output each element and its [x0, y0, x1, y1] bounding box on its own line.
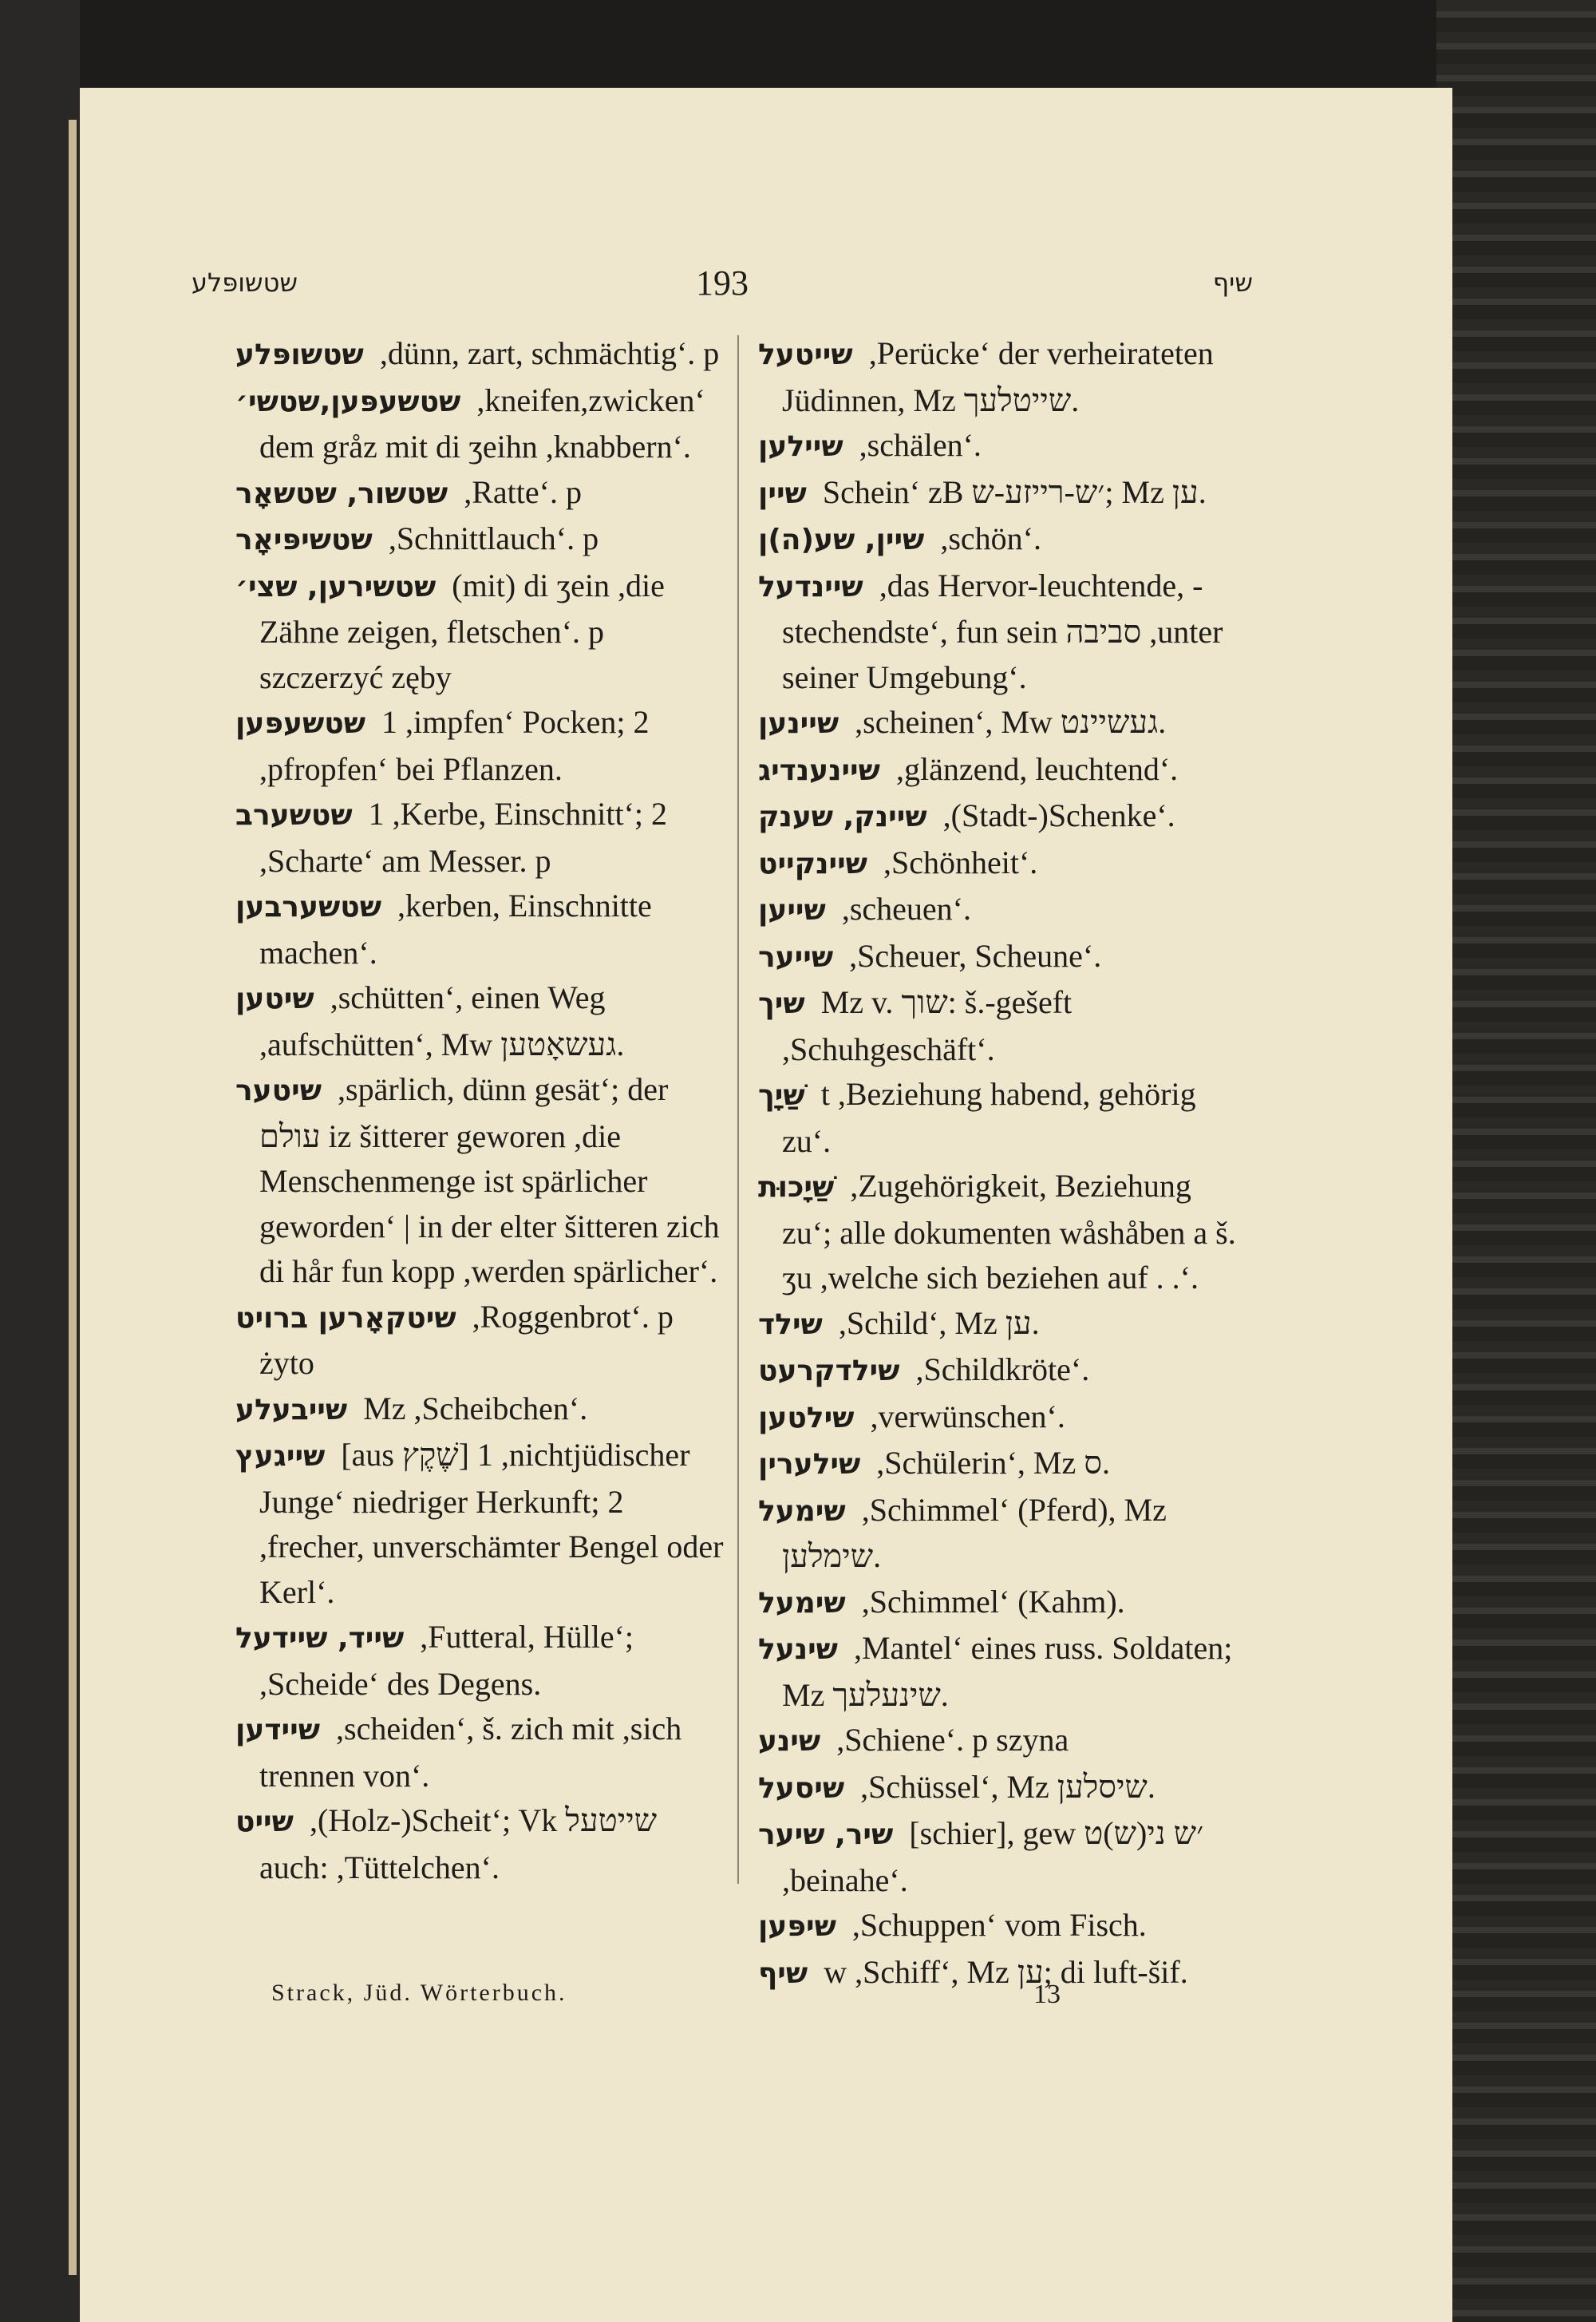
definition: ,Schnittlauch‘. p — [388, 520, 599, 556]
headword: שינע — [758, 1725, 821, 1758]
definition: ,Mantel‘ eines russ. Soldaten; Mz שינעלעך. — [782, 1630, 1233, 1713]
dictionary-entry — [758, 793, 1249, 841]
definition: ,(Stadt-)Schenke‘. — [942, 797, 1175, 833]
dictionary-entry — [758, 564, 1249, 701]
headword: שילדקרעט — [758, 1355, 900, 1387]
definition: ,schön‘. — [940, 520, 1041, 556]
headword: שטשעפּען,שטשי׳ — [235, 385, 461, 418]
definition: ,Ratte‘. p — [464, 473, 582, 510]
headword: שייד, שיידעל — [235, 1622, 405, 1655]
dictionary-entry — [758, 331, 1249, 423]
headword: שיסעל — [758, 1771, 845, 1805]
definition: ,Zugehörigkeit, Beziehung zu‘; alle dokumenten wåshåben a š. ʒu ,welche sich beziehen auf . .‘. — [782, 1168, 1236, 1295]
definition: ,das Hervor-leuchtende, -stechendste‘, fun sein סביבה ,unter seiner Umgebung‘. — [782, 567, 1223, 695]
dictionary-entry — [235, 1433, 730, 1615]
definition: ,Futteral, Hülle‘; ,Scheide‘ des Degens. — [259, 1619, 634, 1702]
dictionary-entry — [235, 470, 730, 517]
dictionary-entry — [758, 423, 1249, 470]
headword: שטשור, שטשאָר — [235, 477, 448, 510]
dictionary-entry — [758, 1488, 1249, 1580]
left-column — [235, 331, 730, 1890]
dictionary-entry — [758, 1950, 1249, 1997]
dictionary-entry — [758, 1394, 1249, 1442]
dictionary-entry — [235, 1295, 730, 1386]
dictionary-entry — [235, 884, 730, 975]
headword: שימעל — [758, 1586, 846, 1620]
headword: שיינק, שענק — [758, 801, 927, 833]
headword: שילערין — [758, 1448, 861, 1481]
dictionary-entry — [758, 1347, 1249, 1394]
headword: שייגעץ — [235, 1440, 326, 1473]
dictionary-entry — [758, 470, 1249, 517]
headword: שַׁיָכוּת — [758, 1171, 835, 1204]
definition: ,scheuen‘. — [841, 891, 971, 927]
definition: ,dünn, zart, schmächtig‘. p — [379, 335, 720, 371]
headword: שימעל — [758, 1494, 846, 1528]
dictionary-entry — [758, 887, 1249, 934]
headword: שיילען — [758, 430, 843, 463]
definition: ,Schülerin‘, Mz ס. — [876, 1445, 1111, 1481]
dictionary-entry — [235, 1615, 730, 1707]
definition: ,glänzend, leuchtend‘. — [895, 750, 1179, 787]
headword: שיינען — [758, 707, 839, 740]
header-guide-word-right: שיף — [1212, 267, 1253, 298]
headword: שיינקייט — [758, 847, 867, 880]
definition: 1 ,impfen‘ Pocken; 2 ,pfropfen‘ bei Pflanzen. — [259, 704, 650, 787]
headword: שטשערב — [235, 799, 353, 832]
dictionary-entry — [235, 792, 730, 884]
definition: ,scheiden‘, š. zich mit ,sich trennen von‘. — [259, 1711, 682, 1794]
headword: שטשירען, שצי׳ — [235, 570, 437, 603]
headword: שיף — [758, 1956, 808, 1990]
headword: שייען — [758, 894, 826, 927]
definition: ,Schimmel‘ (Kahm). — [861, 1583, 1125, 1620]
headword: שייט — [235, 1806, 294, 1838]
headword: שיטען — [235, 983, 314, 1015]
frayed-page-edge — [1436, 0, 1596, 2322]
definition: t ,Beziehung habend, gehörig zu‘. — [782, 1076, 1196, 1159]
headword: שיך — [758, 987, 805, 1020]
headword: שטשערבען — [235, 891, 381, 924]
column-divider — [737, 335, 739, 1884]
dictionary-entry — [758, 1580, 1249, 1627]
dictionary-entry — [758, 841, 1249, 888]
definition: ,Schiene‘. p szyna — [836, 1722, 1069, 1758]
definition: ,spärlich, dünn gesät‘; der עולם iz šitterer geworen ,die Menschenmenge ist spärlicher geworden‘ | in der elter šitteren zich di hår fun kopp ,werden spärlicher‘. — [259, 1071, 720, 1289]
right-column — [758, 331, 1249, 1996]
dictionary-entry — [758, 1765, 1249, 1812]
dictionary-entry — [758, 980, 1249, 1072]
dictionary-entry — [235, 378, 730, 470]
headword: שילד — [758, 1307, 823, 1341]
definition: ,Schild‘, Mz ען. — [838, 1304, 1040, 1341]
headword: שייטעל — [758, 338, 853, 371]
dictionary-entry — [758, 1903, 1249, 1950]
headword: שייבעלע — [235, 1393, 348, 1426]
definition: ,(Holz-)Scheit‘; Vk שייטעל auch: ,Tüttelchen‘. — [259, 1802, 658, 1885]
page-number: 193 — [696, 263, 749, 303]
dictionary-entry — [235, 331, 730, 378]
headword: שטשיפּיאָר — [235, 524, 373, 556]
footer-signature: Strack, Jüd. Wörterbuch. — [271, 1980, 567, 2006]
dictionary-entry — [235, 975, 730, 1067]
headword: שַׁיָך — [758, 1079, 805, 1112]
definition: ,Perücke‘ der verheirateten Jüdinnen, Mz שייטלעך. — [782, 335, 1214, 418]
dictionary-entry — [235, 564, 730, 701]
headword: שיין — [758, 477, 807, 510]
dictionary-entry — [758, 1072, 1249, 1164]
definition: ,Schildkröte‘. — [915, 1351, 1090, 1387]
headword: שיטקאָרען ברויט — [235, 1301, 456, 1335]
header-guide-word-left: שטשופּלע — [192, 267, 298, 298]
headword: שיידען — [235, 1714, 320, 1746]
definition: ,Schüssel‘, Mz שיסלען. — [860, 1768, 1156, 1805]
headword: שינעל — [758, 1633, 838, 1666]
definition: 1 ,Kerbe, Einschnitt‘; 2 ,Scharte‘ am Messer. p — [259, 796, 668, 879]
dictionary-entry — [758, 747, 1249, 794]
definition: ,Schönheit‘. — [883, 844, 1038, 880]
definition: w ,Schiff‘, Mz ען; di luft-šif. — [824, 1953, 1188, 1990]
definition: [aus שֶׁקֶץ] 1 ,nichtjüdischer Junge‘ niedriger Herkunft; 2 ,frecher, unverschämter Bengel oder Kerl‘. — [259, 1437, 724, 1610]
definition: (mit) di ʒein ,die Zähne zeigen, fletschen‘. p szczerzyć zęby — [259, 567, 665, 695]
headword: שילטען — [758, 1401, 855, 1434]
definition: Mz ,Scheibchen‘. — [363, 1390, 588, 1426]
dictionary-entry — [758, 700, 1249, 747]
dictionary-entry — [758, 1626, 1249, 1718]
dictionary-entry — [235, 1067, 730, 1295]
headword: שטשופּלע — [235, 338, 364, 371]
definition: ,schütten‘, einen Weg ,aufschütten‘, Mw געשאָטען. — [259, 979, 625, 1062]
headword: שיפּען — [758, 1910, 836, 1943]
definition: ,Scheuer, Scheune‘. — [849, 937, 1102, 974]
definition: ,verwünschen‘. — [870, 1398, 1065, 1434]
definition: ,Schimmel‘ (Pferd), Mz שימלען. — [782, 1491, 1167, 1574]
dictionary-entry — [758, 1164, 1249, 1301]
definition: Mz v. שוך: š.-gešeft ,Schuhgeschäft‘. — [782, 984, 1073, 1067]
dictionary-entry — [235, 1798, 730, 1890]
dictionary-entry — [758, 1718, 1249, 1765]
definition: ,Roggenbrot‘. p żyto — [259, 1298, 674, 1381]
dictionary-entry — [235, 700, 730, 792]
definition: ,Schuppen‘ vom Fisch. — [851, 1907, 1147, 1943]
dictionary-entry — [235, 1386, 730, 1434]
headword: שיינדעל — [758, 570, 863, 603]
headword: שיטער — [235, 1074, 322, 1107]
definition: ,kerben, Einschnitte machen‘. — [259, 888, 652, 971]
dictionary-entry — [235, 516, 730, 564]
footer-sheet-number: 13 — [1033, 1980, 1061, 2009]
headword: שייער — [758, 940, 834, 974]
dictionary-entry — [235, 1707, 730, 1798]
headword: שיין, שע(ה)ן — [758, 524, 925, 556]
dictionary-entry — [758, 516, 1249, 564]
definition: ,kneifen,zwicken‘ dem gråz mit di ʒeihn ,knabbern‘. — [259, 382, 705, 465]
headword: שיר, שיער — [758, 1818, 894, 1851]
facing-page-edge — [69, 120, 77, 2275]
definition: Schein‘ zB ׳ש-רייזע-ש; Mz ען. — [822, 473, 1207, 510]
headword: שיינענדיג — [758, 754, 880, 787]
page-header — [192, 263, 1253, 307]
dictionary-entry — [758, 1441, 1249, 1488]
book-spine — [0, 0, 80, 2322]
definition: [schier], gew ׳ש ני(ש)ט ,beinahe‘. — [782, 1815, 1204, 1898]
headword: שטשעפּען — [235, 707, 366, 740]
definition: ,scheinen‘, Mw געשיינט. — [855, 704, 1167, 740]
dictionary-entry — [758, 934, 1249, 981]
dictionary-entry — [758, 1301, 1249, 1348]
dictionary-entry — [758, 1811, 1249, 1903]
definition: ,schälen‘. — [859, 427, 982, 463]
